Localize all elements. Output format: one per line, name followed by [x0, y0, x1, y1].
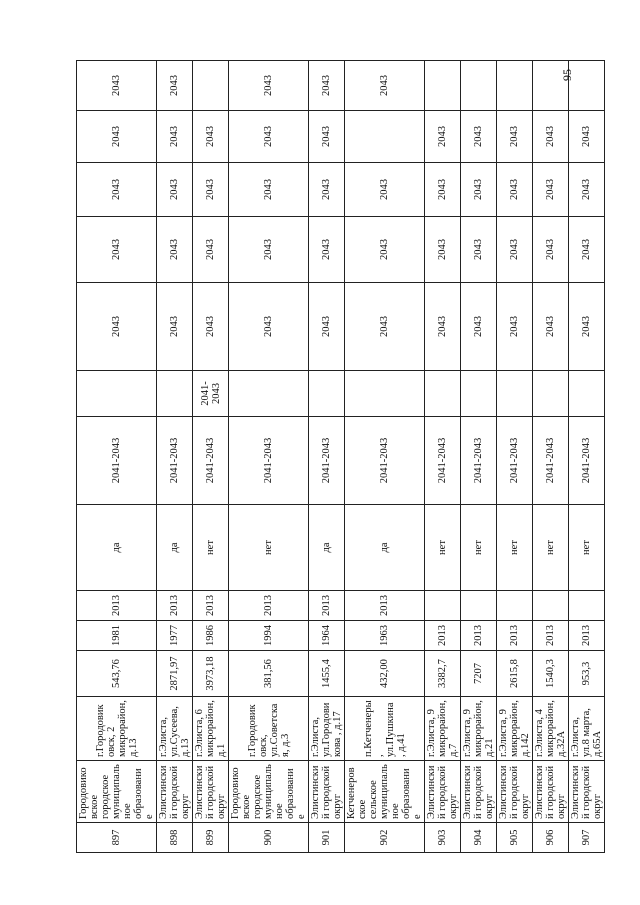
municipality-cell: Городовиковское городское муниципальное образование	[229, 761, 309, 823]
area-cell: 7207	[461, 651, 497, 697]
row-number: 905	[497, 823, 533, 853]
build-year-cell: 1994	[229, 621, 309, 651]
year-col-5-cell: 2043	[345, 61, 425, 111]
year-col-5-cell	[425, 61, 461, 111]
year-col-3-cell: 2043	[425, 163, 461, 217]
year-col-2-cell: 2043	[533, 217, 569, 283]
build-year-cell: 2013	[569, 621, 605, 651]
repair-year-cell	[533, 591, 569, 621]
address-cell: г.Элиста, ул.Городовикова , д.17	[309, 697, 345, 761]
year-col-3-cell: 2043	[193, 163, 229, 217]
year-col-4-cell: 2043	[229, 111, 309, 163]
period-cell: 2041-2043	[309, 417, 345, 505]
table-row	[569, 61, 605, 853]
table-row	[229, 61, 309, 853]
flag-cell: нет	[461, 505, 497, 591]
page-number: 95	[560, 69, 574, 81]
municipality-cell: Городовиковское городское муниципальное образование	[77, 761, 157, 823]
municipality-cell: Элистинский городской округ	[157, 761, 193, 823]
repair-year-cell	[461, 591, 497, 621]
repair-year-cell: 2013	[345, 591, 425, 621]
area-cell: 1540,3	[533, 651, 569, 697]
row-number: 902	[345, 823, 425, 853]
address-cell: г.Элиста, 9 микрорайон, д.7	[425, 697, 461, 761]
period-cell: 2041-2043	[345, 417, 425, 505]
municipality-cell: Элистинский городской округ	[569, 761, 605, 823]
flag-cell: да	[309, 505, 345, 591]
table-row	[497, 61, 533, 853]
address-cell: г.Элиста, ул.Сусеева, д.13	[157, 697, 193, 761]
year-col-2-cell: 2043	[569, 217, 605, 283]
row-number: 907	[569, 823, 605, 853]
row-number: 903	[425, 823, 461, 853]
year-col-3-cell: 2043	[157, 163, 193, 217]
housing-repair-table	[76, 60, 605, 853]
area-cell: 2871,97	[157, 651, 193, 697]
year-col-1-cell: 2043	[77, 283, 157, 371]
year-col-2-cell: 2043	[309, 217, 345, 283]
period-alt-cell: 2041-2043	[193, 371, 229, 417]
row-number: 899	[193, 823, 229, 853]
year-col-4-cell: 2043	[77, 111, 157, 163]
period-alt-cell	[569, 371, 605, 417]
year-col-4-cell: 2043	[425, 111, 461, 163]
year-col-1-cell: 2043	[569, 283, 605, 371]
year-col-3-cell: 2043	[77, 163, 157, 217]
year-col-1-cell: 2043	[497, 283, 533, 371]
year-col-4-cell	[345, 111, 425, 163]
period-cell: 2041-2043	[157, 417, 193, 505]
period-cell: 2041-2043	[229, 417, 309, 505]
period-alt-cell	[497, 371, 533, 417]
year-col-2-cell: 2043	[77, 217, 157, 283]
table-row	[533, 61, 569, 853]
year-col-1-cell: 2043	[309, 283, 345, 371]
area-cell: 432,00	[345, 651, 425, 697]
municipality-cell: Элистинский городской округ	[533, 761, 569, 823]
period-alt-cell	[533, 371, 569, 417]
build-year-cell: 1986	[193, 621, 229, 651]
municipality-cell: Элистинский городской округ	[193, 761, 229, 823]
period-alt-cell	[309, 371, 345, 417]
period-alt-cell	[345, 371, 425, 417]
build-year-cell: 2013	[533, 621, 569, 651]
address-cell: г.Городовиковск, ул.Советская, д.3	[229, 697, 309, 761]
build-year-cell: 2013	[497, 621, 533, 651]
row-number: 900	[229, 823, 309, 853]
row-number: 901	[309, 823, 345, 853]
municipality-cell: Элистинский городской округ	[425, 761, 461, 823]
year-col-2-cell: 2043	[229, 217, 309, 283]
address-cell: г.Элиста, 6 микрорайон, д.1	[193, 697, 229, 761]
year-col-2-cell: 2043	[157, 217, 193, 283]
period-cell: 2041-2043	[533, 417, 569, 505]
period-cell: 2041-2043	[193, 417, 229, 505]
table-row	[157, 61, 193, 853]
municipality-cell: Элистинский городской округ	[461, 761, 497, 823]
repair-year-cell	[425, 591, 461, 621]
flag-cell: нет	[569, 505, 605, 591]
year-col-2-cell: 2043	[345, 217, 425, 283]
year-col-1-cell: 2043	[461, 283, 497, 371]
build-year-cell: 2013	[461, 621, 497, 651]
period-alt-cell	[157, 371, 193, 417]
year-col-4-cell: 2043	[533, 111, 569, 163]
build-year-cell: 1977	[157, 621, 193, 651]
flag-cell: да	[77, 505, 157, 591]
address-cell: г.Элиста, 9 микрорайон, д.142	[497, 697, 533, 761]
municipality-cell: Элистинский городской округ	[497, 761, 533, 823]
year-col-4-cell: 2043	[461, 111, 497, 163]
address-cell: г.Элиста, 9 микрорайон, д.21	[461, 697, 497, 761]
repair-year-cell: 2013	[193, 591, 229, 621]
year-col-5-cell: 2043	[229, 61, 309, 111]
address-cell: г.Городовиковск, 2 микрорайон, д.13	[77, 697, 157, 761]
year-col-2-cell: 2043	[193, 217, 229, 283]
year-col-3-cell: 2043	[569, 163, 605, 217]
row-number: 898	[157, 823, 193, 853]
area-cell: 2615,8	[497, 651, 533, 697]
year-col-1-cell: 2043	[345, 283, 425, 371]
build-year-cell: 1963	[345, 621, 425, 651]
period-alt-cell	[77, 371, 157, 417]
year-col-4-cell: 2043	[309, 111, 345, 163]
address-cell: г.Элиста, ул.8 марта, д.65А	[569, 697, 605, 761]
table-row	[77, 61, 157, 853]
year-col-1-cell: 2043	[157, 283, 193, 371]
year-col-1-cell: 2043	[229, 283, 309, 371]
flag-cell: нет	[533, 505, 569, 591]
area-cell: 3973,18	[193, 651, 229, 697]
period-cell: 2041-2043	[569, 417, 605, 505]
year-col-4-cell: 2043	[193, 111, 229, 163]
row-number: 904	[461, 823, 497, 853]
flag-cell: нет	[193, 505, 229, 591]
address-cell: п.Кетченеры, ул.Пушкина, д.41	[345, 697, 425, 761]
flag-cell: да	[345, 505, 425, 591]
year-col-1-cell: 2043	[533, 283, 569, 371]
period-cell: 2041-2043	[77, 417, 157, 505]
year-col-3-cell: 2043	[461, 163, 497, 217]
period-cell: 2041-2043	[425, 417, 461, 505]
repair-year-cell: 2013	[157, 591, 193, 621]
year-col-2-cell: 2043	[425, 217, 461, 283]
year-col-3-cell: 2043	[229, 163, 309, 217]
year-col-4-cell: 2043	[157, 111, 193, 163]
repair-year-cell	[569, 591, 605, 621]
period-alt-cell	[425, 371, 461, 417]
area-cell: 381,56	[229, 651, 309, 697]
row-number: 897	[77, 823, 157, 853]
flag-cell: нет	[425, 505, 461, 591]
year-col-5-cell: 2043	[309, 61, 345, 111]
year-col-4-cell: 2043	[569, 111, 605, 163]
table-row	[425, 61, 461, 853]
area-cell: 953,3	[569, 651, 605, 697]
area-cell: 3382,7	[425, 651, 461, 697]
year-col-1-cell: 2043	[193, 283, 229, 371]
flag-cell: нет	[229, 505, 309, 591]
year-col-5-cell	[193, 61, 229, 111]
period-cell: 2041-2043	[461, 417, 497, 505]
area-cell: 1455,4	[309, 651, 345, 697]
address-cell: г.Элиста, 4 микрорайон, д.32А	[533, 697, 569, 761]
row-number: 906	[533, 823, 569, 853]
repair-year-cell	[497, 591, 533, 621]
repair-year-cell: 2013	[229, 591, 309, 621]
period-cell: 2041-2043	[497, 417, 533, 505]
year-col-2-cell: 2043	[497, 217, 533, 283]
year-col-5-cell	[461, 61, 497, 111]
year-col-4-cell: 2043	[497, 111, 533, 163]
repair-year-cell: 2013	[309, 591, 345, 621]
repair-year-cell: 2013	[77, 591, 157, 621]
rotated-table-container	[76, 61, 603, 853]
year-col-1-cell: 2043	[425, 283, 461, 371]
year-col-5-cell: 2043	[157, 61, 193, 111]
municipality-cell: Элистинский городской округ	[309, 761, 345, 823]
table-row	[193, 61, 229, 853]
year-col-5-cell: 2043	[77, 61, 157, 111]
flag-cell: да	[157, 505, 193, 591]
year-col-3-cell: 2043	[497, 163, 533, 217]
flag-cell: нет	[497, 505, 533, 591]
area-cell: 543,76	[77, 651, 157, 697]
year-col-3-cell: 2043	[533, 163, 569, 217]
build-year-cell: 1981	[77, 621, 157, 651]
period-alt-cell	[229, 371, 309, 417]
table-row	[309, 61, 345, 853]
year-col-3-cell: 2043	[309, 163, 345, 217]
year-col-2-cell: 2043	[461, 217, 497, 283]
year-col-5-cell	[497, 61, 533, 111]
period-alt-cell	[461, 371, 497, 417]
table-row	[461, 61, 497, 853]
build-year-cell: 2013	[425, 621, 461, 651]
year-col-3-cell: 2043	[345, 163, 425, 217]
municipality-cell: Кетченеровское сельское муниципальное образование	[345, 761, 425, 823]
build-year-cell: 1964	[309, 621, 345, 651]
table-row	[345, 61, 425, 853]
